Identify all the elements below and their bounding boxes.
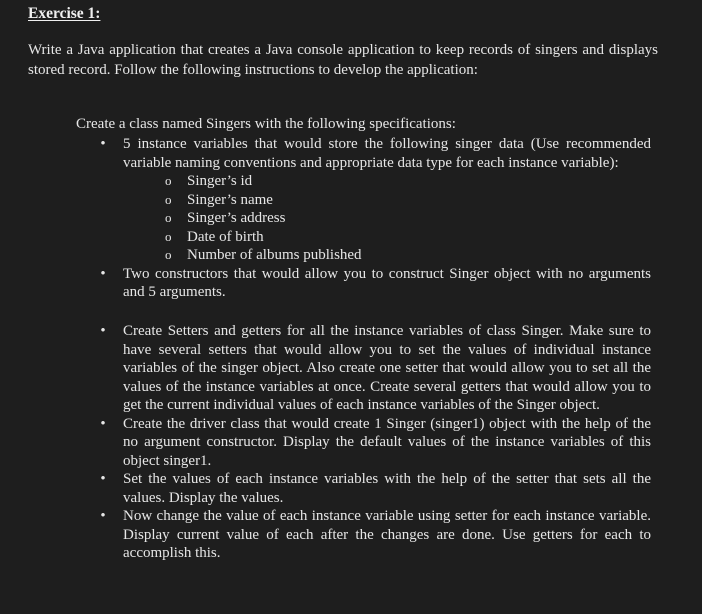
spec-list xyxy=(0,135,651,302)
task-list xyxy=(0,322,651,563)
bullet-text: Set the values of each instance variables with the help of the setter that sets all the values. Display the values. xyxy=(123,471,651,506)
list-item xyxy=(0,415,651,471)
list-item xyxy=(0,322,651,415)
variable-sublist xyxy=(123,172,651,265)
list-item xyxy=(0,135,651,265)
circle-bullet-icon: o xyxy=(165,247,172,262)
bullet-icon: • xyxy=(100,265,106,282)
bullet-icon: • xyxy=(100,136,106,152)
circle-bullet-icon: o xyxy=(165,173,172,188)
intro-paragraph: Write a Java application that creates a Java console application to keep records of singers and displays stored record. Follow the following instructions to develop the application: xyxy=(28,42,658,78)
sub-list-item: o Singer’s address xyxy=(165,210,286,226)
bullet-text: Create the driver class that would create 1 Singer (singer1) object with the help of the no argument constructor. Display the default values of the instance variables of this object singer1. xyxy=(123,415,651,469)
sub-list-item: o Date of birth xyxy=(165,228,264,245)
bullet-text: Two constructors that would allow you to construct Singer object with no arguments and 5 arguments. xyxy=(123,265,651,300)
bullet-icon: • xyxy=(100,508,106,524)
bullet-icon: • xyxy=(100,415,106,432)
bullet-icon: • xyxy=(100,323,106,339)
bullet-text: Now change the value of each instance variable using setter for each instance variable. Display current value of each after the changes are done. Use getters for each to accomplish this. xyxy=(123,508,651,561)
sub-list-item: o Singer’s name xyxy=(165,191,273,208)
circle-bullet-icon: o xyxy=(165,191,172,207)
sub-list-item: o Singer’s id xyxy=(165,173,253,189)
list-item xyxy=(0,507,651,563)
sub-list-item: o Number of albums published xyxy=(165,247,362,263)
class-intro: Create a class named Singers with the following specifications: xyxy=(76,116,456,132)
bullet-icon: • xyxy=(100,471,106,487)
circle-bullet-icon: o xyxy=(165,228,172,244)
circle-bullet-icon: o xyxy=(165,210,172,225)
bullet-text: Create Setters and getters for all the instance variables of class Singer. Make sure to have several setters that would allow you to set the values of individual instance variables of the singer object. Also create one setter that would allow you to set all the values of the instance variables at once. Create several getters that would allow you to get the current individual values of each instance variables of the Singer object. xyxy=(123,323,651,413)
exercise-heading: Exercise 1: xyxy=(28,5,101,22)
list-item xyxy=(0,470,651,507)
list-item xyxy=(0,265,651,302)
bullet-text: 5 instance variables that would store the following singer data (Use recommended variable naming conventions and appropriate data type for each instance variable): xyxy=(123,136,651,171)
